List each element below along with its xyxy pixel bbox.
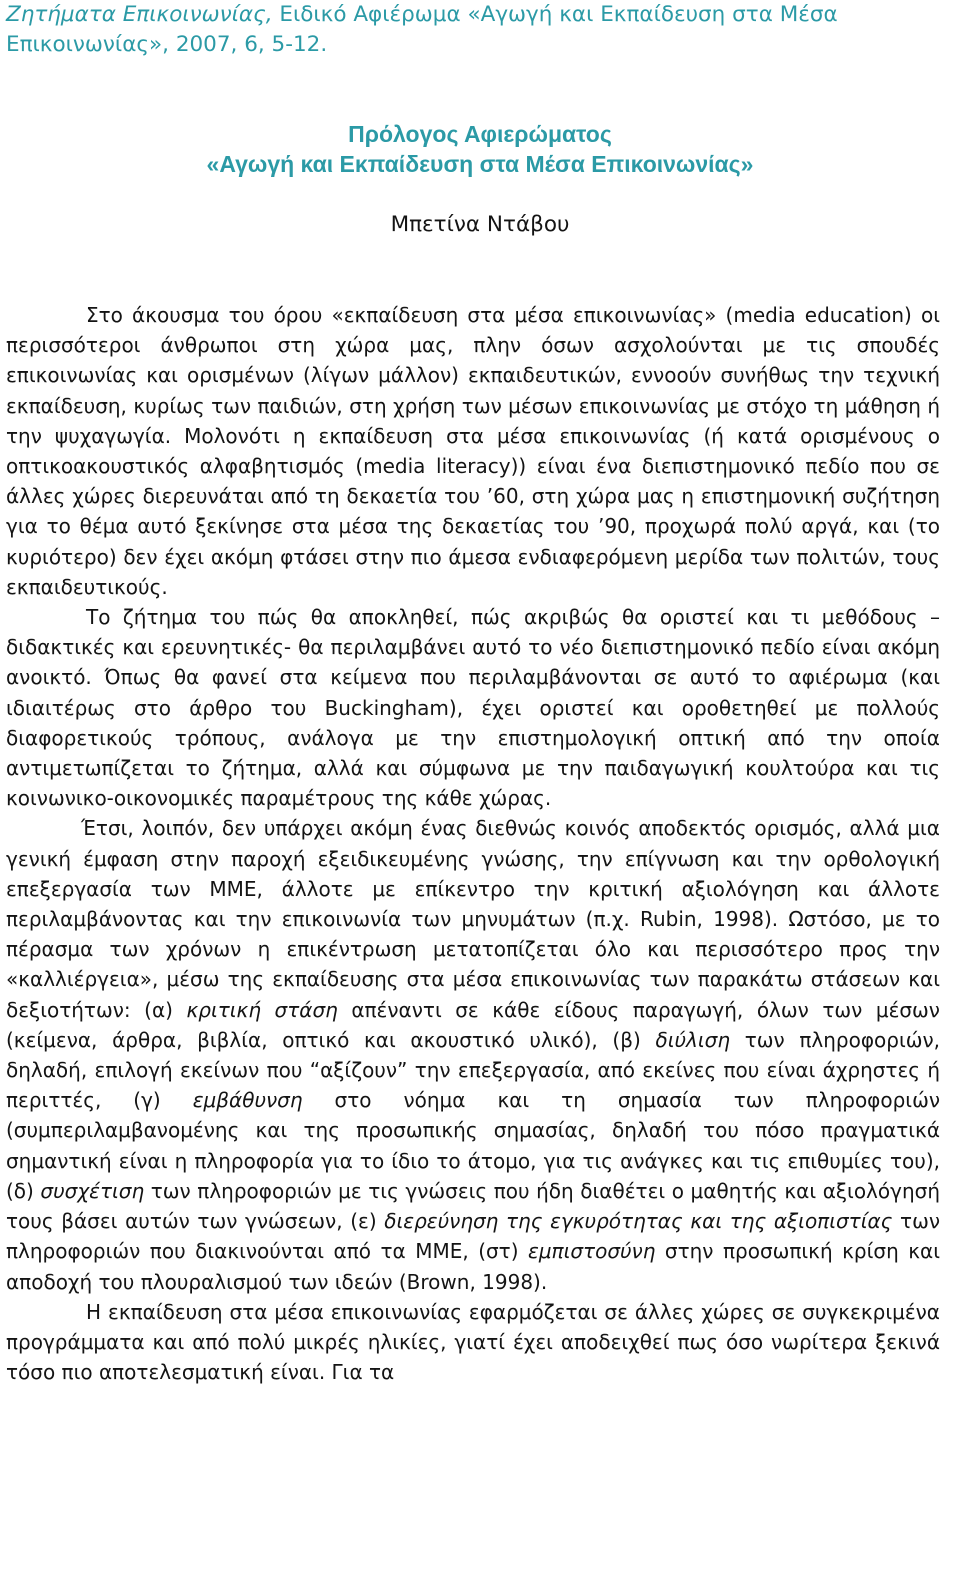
- paragraph-3-text: στο νόημα και τη σημασία των πληροφοριών (συμπεριλαμβανομένης και της προσωπικής σημασίας, δηλαδή του πόσο πραγματικά σημαντική είναι η πληροφορία για το ίδιο το άτομο, για τις ανάγκες και τις επιθυμίες του), (δ): [6, 1088, 940, 1203]
- author-name: Μπετίνα Ντάβου: [390, 212, 570, 237]
- paragraph-3-text: των πληροφοριών, δηλαδή, επιλογή εκείνων που “αξίζουν” την επεξεργασία, από εκείνες που είναι άχρηστες ή περιττές, (γ): [6, 1027, 940, 1113]
- emphasis-correlation: συσχέτιση: [40, 1178, 145, 1203]
- emphasis-deepening: εμβάθυνση: [192, 1088, 303, 1113]
- paragraph-3-text: απέναντι σε κάθε είδους παραγωγή, όλων των μέσων (κείμενα, άρθρα, βιβλία, οπτικό και ακουστικό υλικό), (β): [6, 997, 940, 1052]
- paragraph-3-text: στην προσωπική κρίση και αποδοχή του πλουραλισμού των ιδεών (Brown, 1998).: [6, 1239, 940, 1294]
- article-title: [0, 119, 960, 179]
- paragraph-2: Το ζήτημα του πώς θα αποκληθεί, πώς ακριβώς θα οριστεί και τι μεθόδους –διδακτικές και ερευνητικές- θα περιλαμβάνει αυτό το νέο διεπιστημονικό πεδίο είναι ακόμη ανοικτό. Όπως θα φανεί στα κείμενα που περιλαμβάνονται σε αυτό το αφιέρωμα (και ιδιαιτέρως στο άρθρο του Buckingham), έχει οριστεί και οροθετηθεί με πολλούς διαφορετικούς τρόπους, ανάλογα με την επιστημολογική οπτική από την οποία αντιμετωπίζεται το ζήτημα, αλλά και σύμφωνα με την παιδαγωγική κουλτούρα και τις κοινωνικο-οικονομικές παραμέτρους της κάθε χώρας.: [6, 605, 940, 811]
- article-title-line-1: Πρόλογος Αφιερώματος: [348, 121, 612, 147]
- paragraph-1: Στο άκουσμα του όρου «εκπαίδευση στα μέσα επικοινωνίας» (media education) οι περισσότεροι άνθρωποι στη χώρα μας, πλην όσων ασχολούνται με τις σπουδές επικοινωνίας και ορισμένων (λίγων μάλλον) εκπαιδευτικών, εννοούν συνήθως την τεχνική εκπαίδευση, κυρίως των παιδιών, στη χρήση των μέσων επικοινωνίας με στόχο τη μάθηση ή την ψυχαγωγία. Μολονότι η εκπαίδευση στα μέσα επικοινωνίας (ή κατά ορισμένους ο οπτικοακουστικός αλφαβητισμός (media literacy)) είναι ένα διεπιστημονικό πεδίο που σε άλλες χώρες διερευνάται από τη δεκαετία του ’60, στη χώρα μας η επιστημονική συζήτηση για το θέμα αυτό ξεκίνησε στα μέσα της δεκαετίας του ’90, προχωρά πολύ αργά, και (το κυριότερο) δεν έχει ακόμη φτάσει στην πιο άμεσα ενδιαφερόμενη μερίδα των πολιτών, τους εκπαιδευτικούς.: [6, 303, 940, 599]
- emphasis-trust: εμπιστοσύνη: [528, 1239, 656, 1264]
- emphasis-critical-stance: κριτική στάση: [186, 997, 338, 1022]
- paragraph-3-text: των πληροφοριών που διακινούνται από τα ΜΜΕ, (στ): [6, 1209, 940, 1264]
- journal-name: Ζητήματα Επικοινωνίας,: [6, 2, 273, 27]
- emphasis-filtering: διύλιση: [655, 1027, 731, 1052]
- article-body: [6, 300, 940, 1387]
- citation-header: [6, 0, 906, 60]
- paragraph-3-text: των πληροφοριών με τις γνώσεις που ήδη διαθέτει ο μαθητής και αξιολόγησή τους βάσει αυτών των γνώσεων, (ε): [6, 1178, 940, 1234]
- citation-details: Ειδικό Αφιέρωμα «Αγωγή και Εκπαίδευση στα Μέσα Επικοινωνίας», 2007, 6, 5-12.: [6, 2, 838, 57]
- paragraph-3-text: Έτσι, λοιπόν, δεν υπάρχει ακόμη ένας διεθνώς κοινός αποδεκτός ορισμός, αλλά μια γενική έμφαση στην παροχή εξειδικευμένης γνώσης, την επίγνωση και την ορθολογική επεξεργασία των ΜΜΕ, άλλοτε με επίκεντρο την κριτική αξιολόγηση και άλλοτε περιλαμβάνοντας και την επικοινωνία των μηνυμάτων (π.χ. Rubin, 1998). Ωστόσο, με το πέρασμα των χρόνων η επικέντρωση μετατοπίζεται όλο και περισσότερο προς την «καλλιέργεια», μέσω της εκπαίδευσης στα μέσα επικοινωνίας των παρακάτω στάσεων και δεξιοτήτων: (α): [6, 816, 940, 1022]
- paragraph-4: Η εκπαίδευση στα μέσα επικοινωνίας εφαρμόζεται σε άλλες χώρες σε συγκεκριμένα προγράμματα και από πολύ μικρές ηλικίες, γιατί έχει αποδειχθεί πως όσο νωρίτερα ξεκινά τόσο πιο αποτελεσματική είναι. Για τα: [6, 1299, 940, 1385]
- article-title-line-2: «Αγωγή και Εκπαίδευση στα Μέσα Επικοινωνίας»: [206, 151, 754, 177]
- paragraph-3: [6, 813, 940, 1296]
- emphasis-validity-investigation: διερεύνηση της εγκυρότητας και της αξιοπιστίας: [384, 1209, 893, 1234]
